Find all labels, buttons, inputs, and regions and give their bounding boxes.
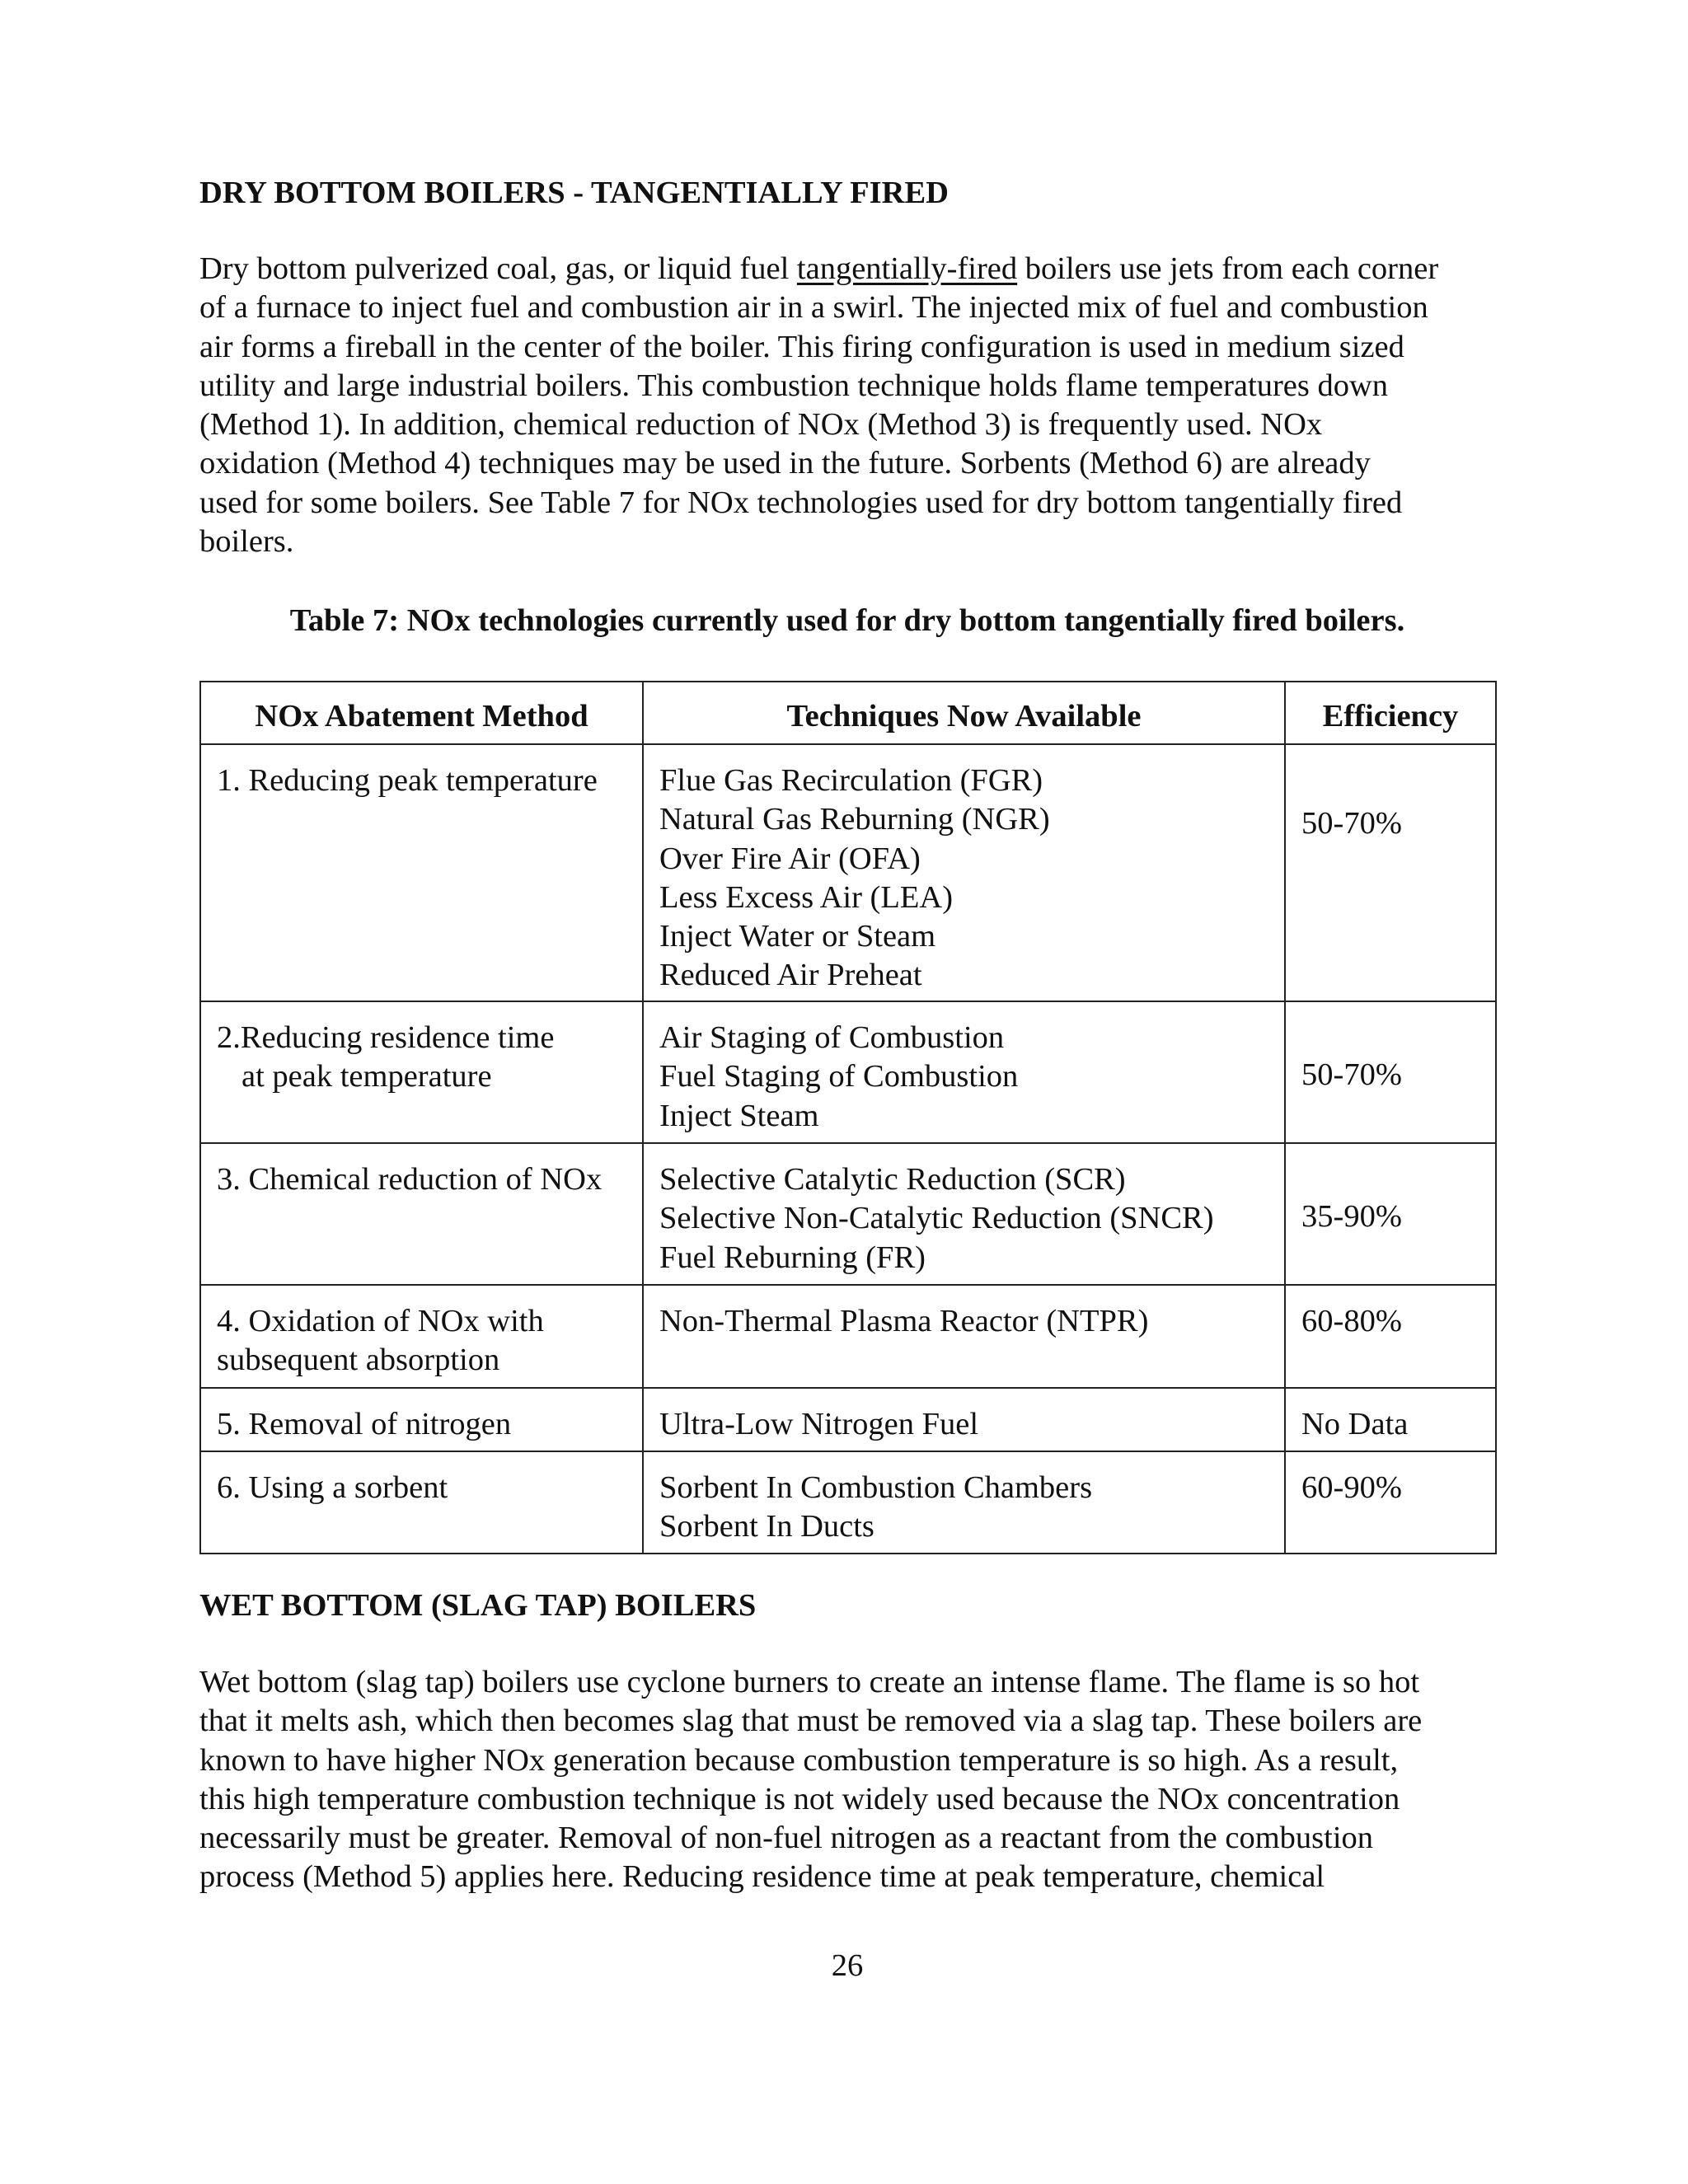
technique-text: Over Fire Air (OFA) <box>659 841 921 876</box>
technique-text: Less Excess Air (LEA) <box>659 879 954 915</box>
table-row <box>200 1285 1496 1388</box>
text-run: boilers use jets from each corner <box>1017 251 1439 286</box>
method-text: 3. Chemical reduction of NOx <box>217 1162 603 1197</box>
header-techniques: Techniques Now Available <box>643 682 1285 744</box>
table-row <box>200 1388 1496 1451</box>
paragraph-line: used for some boilers. See Table 7 for NOx technologies used for dry bottom tangentially fired <box>199 485 1403 520</box>
efficiency-cell: 50-70% <box>1285 1001 1496 1143</box>
technique-text: Ultra-Low Nitrogen Fuel <box>659 1407 979 1441</box>
paragraph-line: of a furnace to inject fuel and combustion air in a swirl. The injected mix of fuel and combustion <box>199 290 1428 326</box>
technique-text: Natural Gas Reburning (NGR) <box>659 802 1050 837</box>
technique-text: Selective Non-Catalytic Reduction (SNCR) <box>659 1201 1214 1236</box>
nox-technologies-table <box>199 681 1497 1554</box>
techniques-cell <box>643 1285 1285 1388</box>
method-cell <box>200 1001 643 1143</box>
paragraph-line: Wet bottom (slag tap) boilers use cyclone burners to create an intense flame. The flame is so hot <box>199 1665 1420 1699</box>
technique-text: Flue Gas Recirculation (FGR) <box>659 763 1043 798</box>
table-row <box>200 744 1496 1001</box>
efficiency-cell: 60-80% <box>1285 1285 1496 1388</box>
efficiency-cell: 35-90% <box>1285 1143 1496 1285</box>
method-cell <box>200 1285 643 1388</box>
technique-text: Fuel Reburning (FR) <box>659 1240 926 1275</box>
technique-text: Inject Steam <box>659 1098 819 1133</box>
underlined-term: tangentially-fired <box>796 251 1018 286</box>
paragraph-line <box>199 250 1510 288</box>
method-text: subsequent absorption <box>217 1343 500 1378</box>
techniques-cell <box>643 1143 1285 1285</box>
technique-text: Reduced Air Preheat <box>659 958 922 993</box>
method-text: 4. Oxidation of NOx with <box>217 1304 544 1338</box>
table-row <box>200 1143 1496 1285</box>
efficiency-cell: No Data <box>1285 1388 1496 1451</box>
text-run: Dry bottom pulverized coal, gas, or liquid fuel <box>199 251 797 286</box>
efficiency-cell: 50-70% <box>1285 744 1496 1001</box>
technique-text: Sorbent In Combustion Chambers <box>659 1470 1093 1505</box>
method-cell <box>200 1388 643 1451</box>
method-cell <box>200 1143 643 1285</box>
paragraph-line: this high temperature combustion technique is not widely used because the NOx concentration <box>199 1781 1400 1816</box>
techniques-cell <box>643 1451 1285 1554</box>
paragraph-line: known to have higher NOx generation because combustion temperature is so high. As a result, <box>199 1742 1399 1778</box>
table-caption: Table 7: NOx technologies currently used for dry bottom tangentially fired boilers. <box>289 603 1405 638</box>
header-efficiency: Efficiency <box>1285 682 1496 744</box>
method-text: 2.Reducing residence time <box>217 1020 555 1055</box>
paragraph-line: process (Method 5) applies here. Reducing residence time at peak temperature, chemical <box>199 1859 1325 1895</box>
method-text: at peak temperature <box>241 1059 492 1094</box>
technique-text: Inject Water or Steam <box>659 919 936 954</box>
paragraph-line: oxidation (Method 4) techniques may be used in the future. Sorbents (Method 6) are already <box>199 446 1371 481</box>
section-heading-wet-bottom: WET BOTTOM (SLAG TAP) BOILERS <box>199 1588 757 1623</box>
paragraph-line: utility and large industrial boilers. This combustion technique holds flame temperatures down <box>199 368 1389 403</box>
efficiency-cell: 60-90% <box>1285 1451 1496 1554</box>
method-cell <box>200 1451 643 1554</box>
techniques-cell <box>643 1388 1285 1451</box>
page-number: 26 <box>831 1948 864 1983</box>
technique-text: Air Staging of Combustion <box>659 1020 1005 1055</box>
paragraph-line: necessarily must be greater. Removal of non-fuel nitrogen as a reactant from the combustion <box>199 1821 1374 1856</box>
paragraph-line: (Method 1). In addition, chemical reduction of NOx (Method 3) is frequently used. NOx <box>199 407 1323 443</box>
techniques-cell <box>643 1001 1285 1143</box>
table-header-row <box>200 682 1496 744</box>
section-heading-dry-bottom: DRY BOTTOM BOILERS - TANGENTIALLY FIRED <box>199 176 949 210</box>
table-row <box>200 1451 1496 1554</box>
paragraph-wet-bottom <box>199 1663 1510 1897</box>
method-text: 6. Using a sorbent <box>217 1470 448 1505</box>
method-text: 1. Reducing peak temperature <box>217 763 598 798</box>
paragraph-line: air forms a fireball in the center of the boiler. This firing configuration is used in medium sized <box>199 329 1404 364</box>
method-cell <box>200 744 643 1001</box>
paragraph-dry-bottom <box>199 250 1510 561</box>
technique-text: Non-Thermal Plasma Reactor (NTPR) <box>659 1304 1149 1338</box>
paragraph-line: boilers. <box>199 524 294 560</box>
technique-text: Fuel Staging of Combustion <box>659 1059 1019 1094</box>
technique-text: Sorbent In Ducts <box>659 1509 874 1544</box>
paragraph-line: that it melts ash, which then becomes slag that must be removed via a slag tap. These boilers are <box>199 1704 1423 1739</box>
technique-text: Selective Catalytic Reduction (SCR) <box>659 1162 1126 1197</box>
techniques-cell <box>643 744 1285 1001</box>
header-method: NOx Abatement Method <box>200 682 643 744</box>
method-text: 5. Removal of nitrogen <box>217 1407 512 1441</box>
table-row <box>200 1001 1496 1143</box>
